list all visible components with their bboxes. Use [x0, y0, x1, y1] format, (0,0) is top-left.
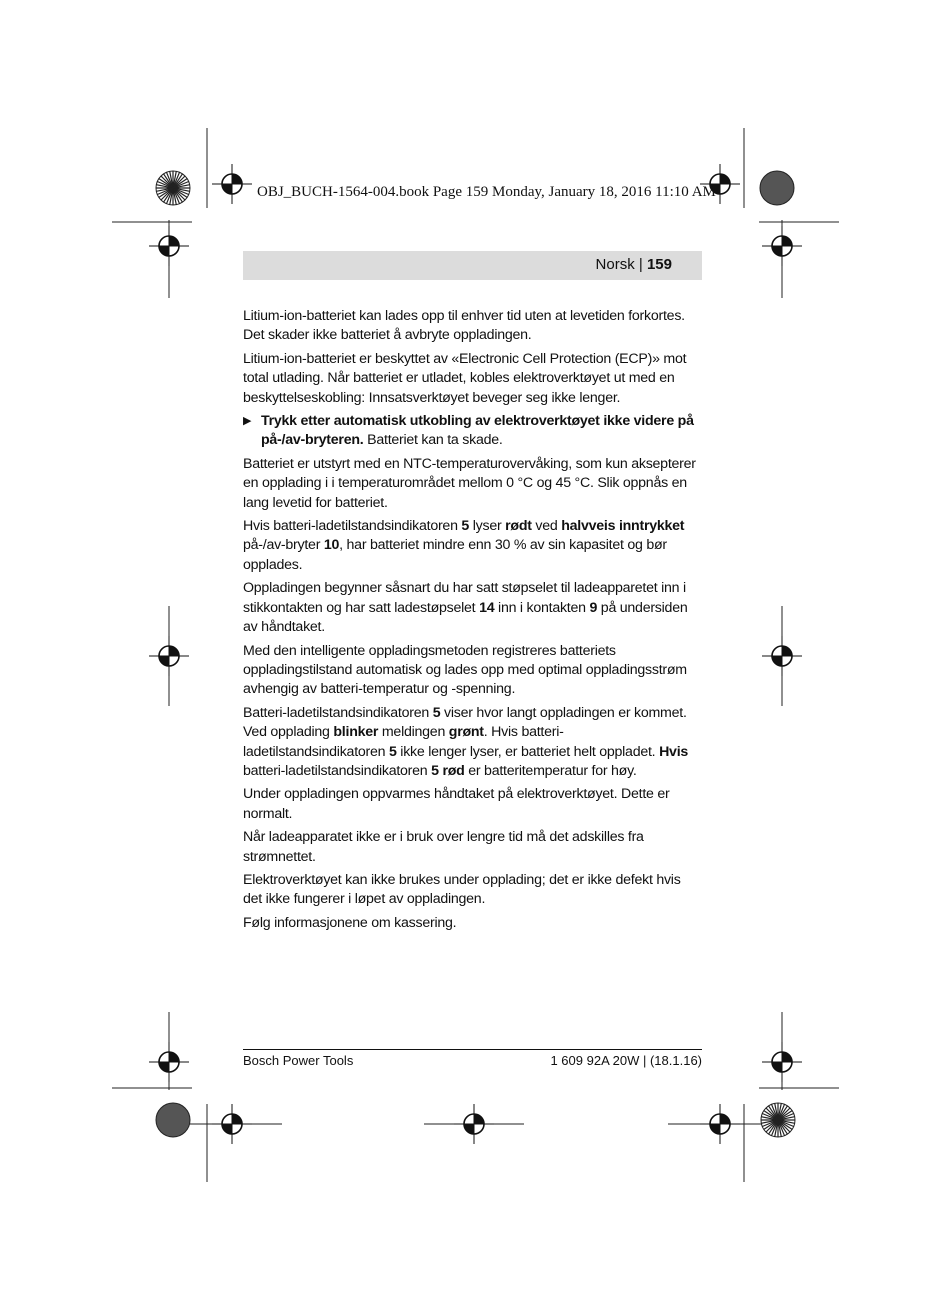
warning-bold: Trykk etter automatisk utkobling av elektroverktøyet ikke videre på på-/av-bryteren.: [261, 413, 694, 449]
page-header: [596, 256, 672, 273]
warning-bullet: [243, 412, 702, 451]
footer-doc-number: 1 609 92A 20W | (18.1.16): [550, 1053, 702, 1068]
warning-normal: Batteriet kan ta skade.: [363, 432, 503, 449]
paragraph: Elektroverktøyet kan ikke brukes under opplading; det er ikke defekt hvis det ikke fungerer i løpet av oppladingen.: [243, 871, 681, 908]
paragraph: Litium-ion-batteriet er beskyttet av «Electronic Cell Protection (ECP)» mot total utlading. Når batteriet er utladet, kobles elektroverktøyet ut med en beskyttelseskobling: Innsatsverktøyet beveger seg ikke lenger.: [243, 350, 687, 406]
paragraph: Batteri-ladetilstandsindikatoren 5 viser hvor langt oppladingen er kommet. Ved opplading blinker meldingen grønt. Hvis batteri-ladetilstandsindikatoren 5 ikke lenger lyser, er batteriet helt oppladet. Hvis batteri-ladetilstandsindikatoren 5 rød er batteritemperatur for høy.: [243, 704, 689, 779]
paragraph: Når ladeapparatet ikke er i bruk over lengre tid må det adskilles fra strømnettet.: [243, 829, 644, 865]
paragraph: Under oppladingen oppvarmes håndtaket på elektroverktøyet. Dette er normalt.: [243, 786, 670, 822]
header-language: Norsk: [595, 256, 635, 273]
file-info-line: OBJ_BUCH-1564-004.book Page 159 Monday, January 18, 2016 11:10 AM: [257, 184, 716, 200]
paragraph: Litium-ion-batteriet kan lades opp til enhver tid uten at levetiden forkortes. Det skader ikke batteriet å avbryte oppladingen.: [243, 308, 685, 344]
paragraph: Følg informasjonene om kassering.: [243, 914, 457, 931]
paragraph: Batteriet er utstyrt med en NTC-temperaturovervåking, som kun aksepterer en opplading i i temperaturområdet mellom 0 °C og 45 °C. Slik oppnås en lang levetid for batteriet.: [243, 455, 696, 511]
triangle-bullet-icon: ▶: [243, 415, 252, 428]
page-number: 159: [646, 256, 672, 273]
paragraph: Oppladingen begynner såsnart du har satt støpselet til ladeapparetet inn i stikkontakten og har satt ladestøpselet 14 inn i kontakten 9 på undersiden av håndtaket.: [243, 580, 688, 636]
page-header-bar: [243, 251, 702, 280]
body-text: [243, 307, 702, 937]
footer-publisher: Bosch Power Tools: [243, 1053, 354, 1068]
footer-rule: [243, 1049, 702, 1050]
paragraph: Med den intelligente oppladingsmetoden registreres batteriets oppladingstilstand automatisk og lades opp med optimal oppladingsstrøm avhengig av batteri-temperatur og -spenning.: [243, 642, 687, 698]
paragraph: Hvis batteri-ladetilstandsindikatoren 5 lyser rødt ved halvveis inntrykket på-/av-bryter 10, har batteriet mindre enn 30 % av sin kapasitet og bør opplades.: [243, 518, 685, 573]
header-separator: |: [638, 256, 643, 273]
